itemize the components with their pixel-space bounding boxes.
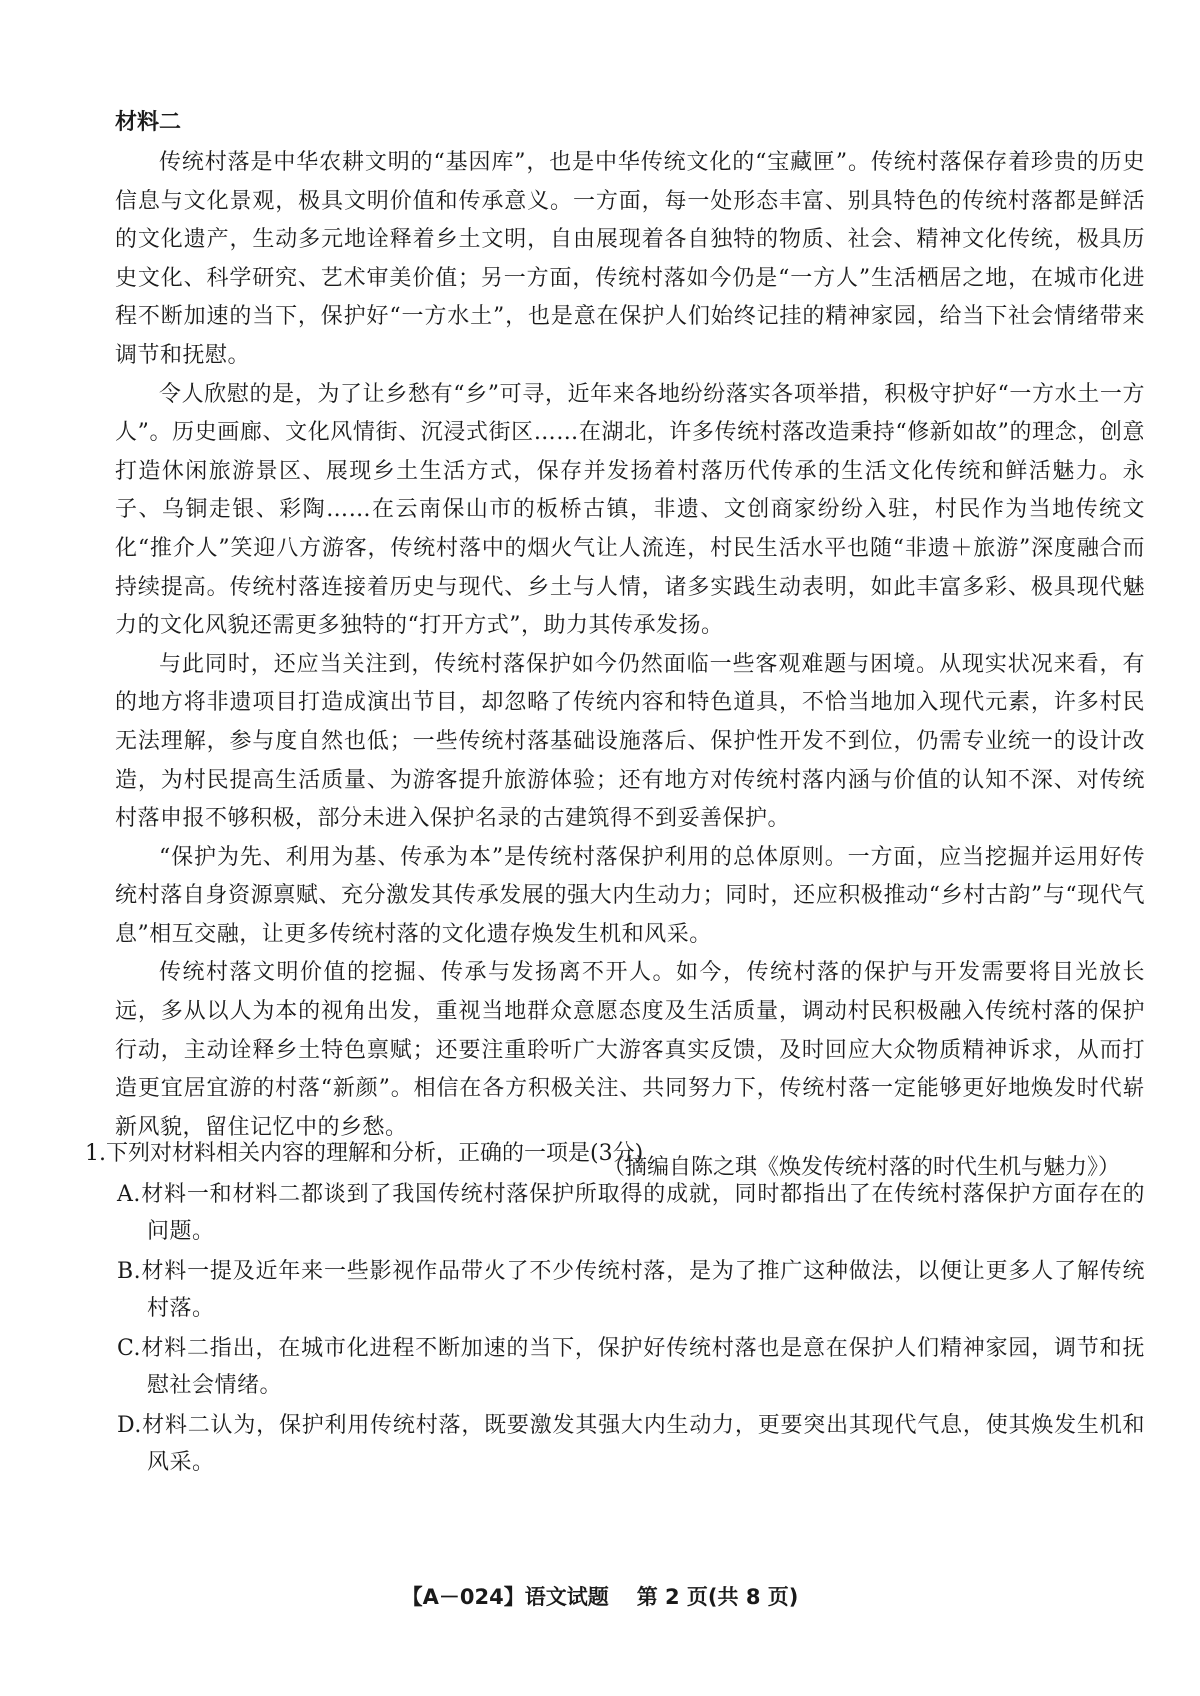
option-c: C.材料二指出，在城市化进程不断加速的当下，保护好传统村落也是意在保护人们精神家园，调节和抚慰社会情绪。 (117, 1336, 1145, 1398)
paragraph-1: 传统村落是中华农耕文明的“基因库”，也是中华传统文化的“宝藏匣”。传统村落保存着珍贵的历史信息与文化景观，极具文明价值和传承意义。一方面，每一处形态丰富、别具特色的传统村落都是鲜活的文化遗产，生动多元地诠释着乡土文明，自由展现着各自独特的物质、社会、精神文化传统，极具历史文化、科学研究、艺术审美价值；另一方面，传统村落如今仍是“一方人”生活栖居之地，在城市化进程不断加速的当下，保护好“一方水土”，也是意在保护人们始终记挂的精神家园，给当下社会情绪带来调节和抚慰。 (115, 150, 1145, 368)
question-stem: 1.下列对材料相关内容的理解和分析，正确的一项是(3分) (85, 1141, 644, 1166)
page-number: 第 2 页(共 8 页) (636, 1585, 799, 1609)
paragraph-5: 传统村落文明价值的挖掘、传承与发扬离不开人。如今，传统村落的保护与开发需要将目光放长远，多从以人为本的视角出发，重视当地群众意愿态度及生活质量，调动村民积极融入传统村落的保护行动，主动诠释乡土特色禀赋；还要注重聆听广大游客真实反馈，及时回应大众物质精神诉求，从而打造更宜居宜游的村落“新颜”。相信在各方积极关注、共同努力下，传统村落一定能够更好地焕发时代崭新风貌，留住记忆中的乡愁。 (115, 960, 1145, 1140)
paragraph-2: 令人欣慰的是，为了让乡愁有“乡”可寻，近年来各地纷纷落实各项举措，积极守护好“一方水土一方人”。历史画廊、文化风情街、沉浸式街区……在湖北，许多传统村落改造秉持“修新如故”的理念，创意打造休闲旅游景区、展现乡土生活方式，保存并发扬着村落历代传承的生活文化传统和鲜活魅力。永子、乌铜走银、彩陶……在云南保山市的板桥古镇，非遗、文创商家纷纷入驻，村民作为当地传统文化“推介人”笑迎八方游客，传统村落中的烟火气让人流连，村民生活水平也随“非遗＋旅游”深度融合而持续提高。传统村落连接着历史与现代、乡土与人情，诸多实践生动表明，如此丰富多彩、极具现代魅力的文化风貌还需更多独特的“打开方式”，助力其传承发扬。 (115, 381, 1145, 639)
option-b: B.材料一提及近年来一些影视作品带火了不少传统村落，是为了推广这种做法，以便让更多人了解传统村落。 (117, 1259, 1145, 1321)
material-section (115, 108, 1145, 1187)
page-footer (0, 1582, 1200, 1612)
paragraph-3: 与此同时，还应当关注到，传统村落保护如今仍然面临一些客观难题与困境。从现实状况来看，有的地方将非遗项目打造成演出节目，却忽略了传统内容和特色道具，不恰当地加入现代元素，许多村民无法理解，参与度自然也低；一些传统村落基础设施落后、保护性开发不到位，仍需专业统一的设计改造，为村民提高生活质量、为游客提升旅游体验；还有地方对传统村落内涵与价值的认知不深、对传统村落申报不够积极，部分未进入保护名录的古建筑得不到妥善保护。 (115, 651, 1145, 832)
section-title: 材料二 (115, 110, 182, 135)
option-d: D.材料二认为，保护利用传统村落，既要激发其强大内生动力，更要突出其现代气息，使其焕发生机和风采。 (117, 1413, 1145, 1475)
source-citation: （摘编自陈之琪《焕发传统村落的时代生机与魅力》） (602, 1155, 1120, 1181)
option-a: A.材料一和材料二都谈到了我国传统村落保护所取得的成就，同时都指出了在传统村落保护方面存在的问题。 (117, 1182, 1145, 1244)
exam-code: 【A－024】语文试题 (401, 1585, 609, 1609)
paragraph-4: “保护为先、利用为基、传承为本”是传统村落保护利用的总体原则。一方面，应当挖掘并运用好传统村落自身资源禀赋、充分激发其传承发展的强大内生动力；同时，还应积极推动“乡村古韵”与“现代气息”相互交融，让更多传统村落的文化遗存焕发生机和风采。 (115, 844, 1145, 947)
question-1 (85, 1135, 1145, 1481)
